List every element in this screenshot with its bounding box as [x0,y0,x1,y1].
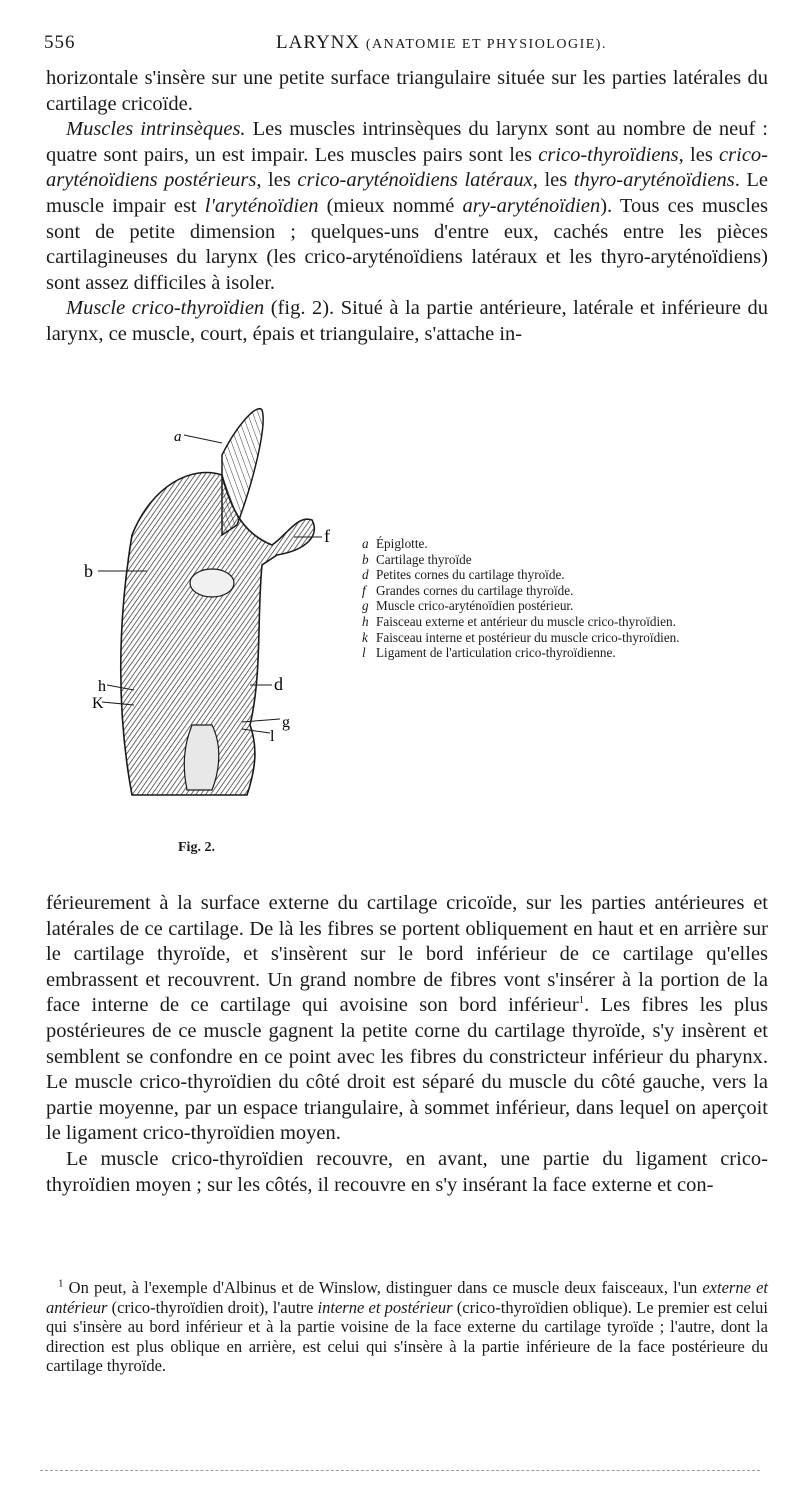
running-header [44,32,764,58]
paragraph: horizontale s'insère sur une petite surface triangulaire située sur les parties latérales du cartilage cricoïde. [46,67,768,115]
label-f: f [324,526,330,546]
page-bottom-rule [40,1470,760,1471]
section-heading: Muscles intrinsèques. [66,118,246,141]
footnote-marker: 1 [58,1277,64,1290]
footnote-ref: 1 [578,994,585,1007]
paragraph: férieurement à la surface externe du cartilage cricoïde, sur les parties antérieures et latérales de ce cartilage. De là les fibres se portent obliquement en haut et en arrière sur le cartilage thyroïde, et s'insèrent sur le bord inférieur de ce cartilage qu'elles embrassent et recouvrent. Un grand nombre de fibres vont s'insérer à la portion de la face interne de ce cartilage qui avoisine son bord inférieur$^1$. Les fibres les plus postérieures de ce muscle gagnent la petite corne du cartilage thyroïde, s'y insèrent et semblent se confondre en ce point avec les fibres du constricteur inférieur du pharynx. Le muscle crico-thyroïdien du côté droit est séparé du muscle du côté gauche, vers la partie moyenne, par un espace triangulaire, à sommet inférieur, dans lequel on aperçoit le ligament crico-thyroïdien moyen. [46,892,768,1145]
running-title: LARYNX (ANATOMIE ET PHYSIOLOGIE). [276,32,607,53]
body-text-top [46,66,768,348]
paragraph: Le muscle crico-thyroïdien recouvre, en avant, une partie du ligament crico-thyroïdien moyen ; sur les côtés, il recouvre en s'y insérant la face externe et con- [46,1147,768,1196]
paragraph: Muscle crico-thyroïdien (fig. 2). Situé à la partie antérieure, latérale et inférieure du larynx, ce muscle, court, épais et triangulaire, s'attache in- [46,297,768,345]
label-a: a [174,429,182,445]
label-g: g [282,714,290,731]
legend-item: f Grandes cornes du cartilage thyroïde. [362,582,574,598]
footnote: $^1$ On peut, à l'exemple d'Albinus et de Winslow, distinguer dans ce muscle deux faisceaux, l'un externe et antérieur (crico-thyroïdien droit), l'autre interne et postérieur (crico-thyroïdien oblique). Le premier est celui qui s'insère au bord inférieur et à la partie voisine de la face externe du cartilage tyroïde ; l'autre, dont la direction est plus oblique en arrière, est celui qui s'insère à la partie inférieure de la face postérieure du cartilage thyroïde. [46,1277,769,1376]
section-heading: Muscle crico-thyroïdien [66,297,265,320]
legend-item: h Faisceau externe et antérieur du muscle crico-thyroïdien. [362,613,676,629]
label-h: h [98,678,106,695]
paragraph: Muscles intrinsèques. Les muscles intrinsèques du larynx sont au nombre de neuf : quatre sont pairs, un est impair. Les muscles pairs sont les crico-thyroïdiens, les crico-aryténoïdiens postérieurs, les crico-aryténoïdiens latéraux, les thyro-aryténoïdiens. Le muscle impair est l'aryténoïdien (mieux nommé ary-aryténoïdien). Tous ces muscles sont de petite dimension ; quelques-uns d'entre eux, cachés entre les pièces cartilagineuses du larynx (les crico-aryténoïdiens latéraux et les thyro-aryténoïdiens) sont assez difficiles à isoler. [46,118,768,294]
legend-item: d Petites cornes du cartilage thyroïde. [362,567,565,583]
label-k: K [92,695,104,712]
larynx-illustration [72,385,362,865]
label-b: b [84,561,93,581]
legend-item: a Épiglotte. [362,536,428,551]
cricoid-cartilage-shape [184,725,218,790]
legend-item: k Faisceau interne et postérieur du muscle crico-thyroïdien. [362,629,680,645]
thyroid-notch-shape [190,569,234,597]
page-number: 556 [44,32,76,53]
legend-item: b Cartilage thyroïde [362,551,472,567]
legend-item: l Ligament de l'articulation crico-thyroïdienne. [362,645,616,661]
running-subtitle: (ANATOMIE ET PHYSIOLOGIE). [365,37,607,52]
figure-legend [362,536,782,661]
larynx-engraving [72,385,362,855]
figure-caption: Fig. 2. [178,840,215,855]
label-l: l [270,728,275,745]
body-text-bottom [46,891,768,1198]
legend-item: g Muscle crico-aryténoïdien postérieur. [362,598,574,614]
label-d: d [274,674,283,694]
